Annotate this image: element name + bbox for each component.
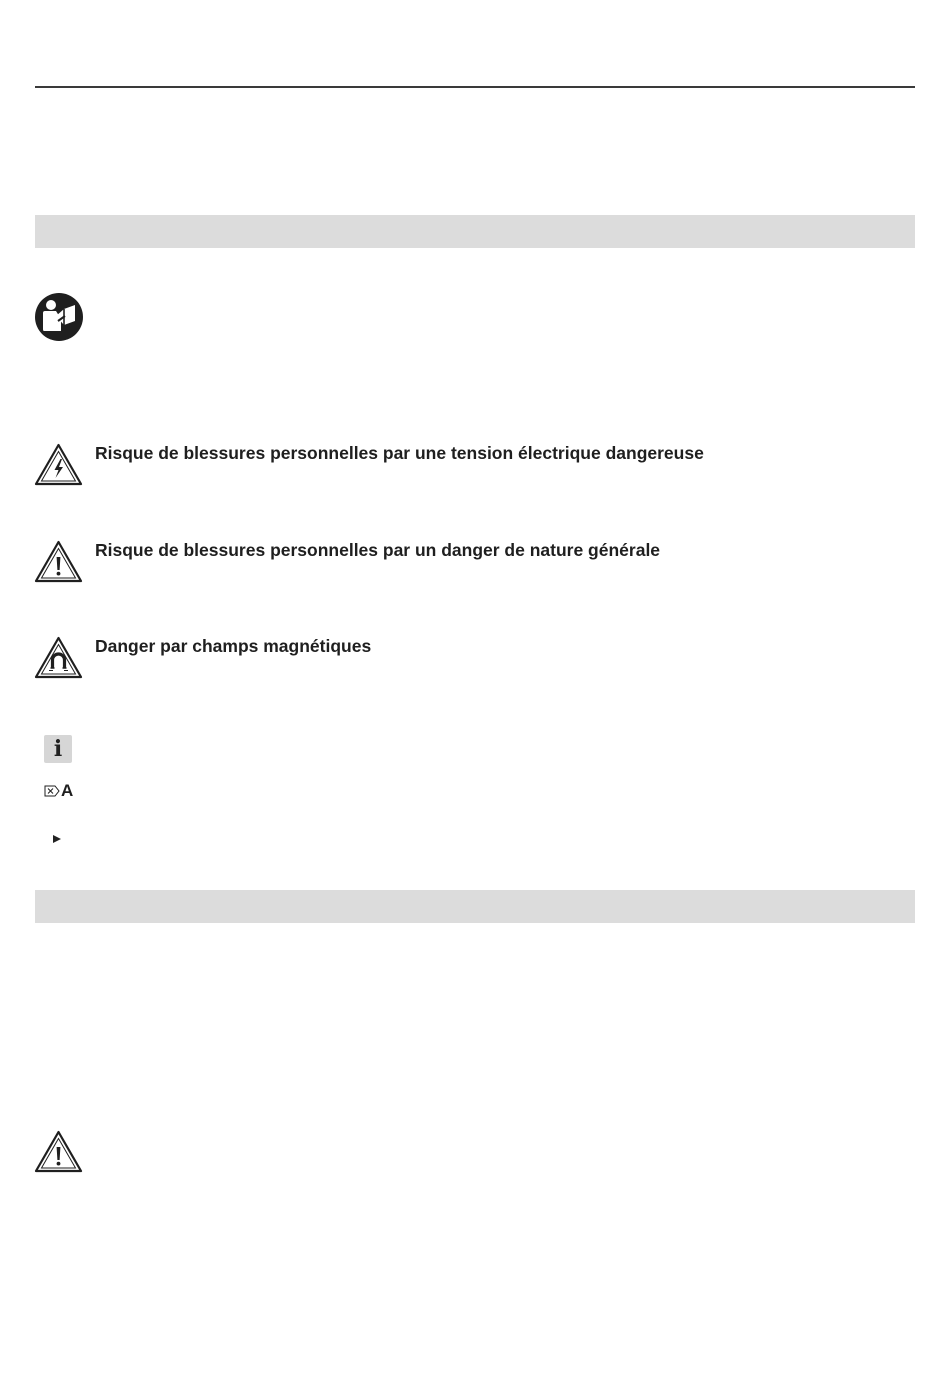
- info-icon: [44, 735, 72, 763]
- info-glyph: i: [53, 736, 63, 762]
- top-rule: [35, 86, 915, 88]
- warning-general-text: Risque de blessures personnelles par un danger de nature générale: [95, 540, 661, 560]
- general-hazard-icon: [34, 540, 83, 583]
- warning-electric-text: Risque de blessures personnelles par une tension électrique dangereuse: [95, 443, 704, 463]
- section-header-bar-2: [35, 890, 915, 923]
- electric-hazard-icon: [34, 443, 83, 486]
- bullet-icon: [53, 835, 61, 843]
- section-header-bar-1: [35, 215, 915, 248]
- general-hazard-icon-2: [34, 1130, 83, 1173]
- reference-marker: [44, 782, 73, 799]
- warning-magnetic-text: Danger par champs magnétiques: [95, 636, 372, 656]
- reference-letter: A: [61, 781, 74, 800]
- read-manual-icon: [34, 292, 84, 342]
- magnetic-hazard-icon: [34, 636, 83, 679]
- reference-icon: [44, 785, 60, 797]
